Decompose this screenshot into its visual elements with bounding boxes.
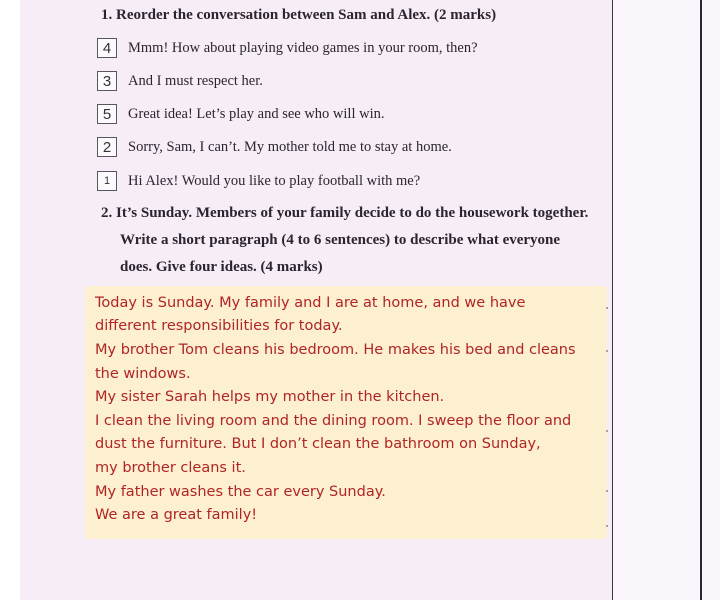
- answer-line: the windows.: [95, 366, 191, 382]
- right-margin-area: [612, 0, 720, 600]
- order-number-box[interactable]: 3: [97, 71, 117, 91]
- question-1-title: 1. Reorder the conversation between Sam and Alex. (2 marks): [101, 7, 497, 23]
- answer-line: Today is Sunday. My family and I are at home, and we have: [95, 295, 526, 311]
- page-left-edge: [0, 0, 20, 600]
- answer-line: My sister Sarah helps my mother in the kitchen.: [95, 389, 445, 405]
- order-number-box[interactable]: 2: [97, 137, 117, 157]
- order-number-box[interactable]: 5: [97, 104, 117, 124]
- conversation-line: Great idea! Let’s play and see who will win.: [128, 105, 385, 122]
- answer-line: We are a great family!: [95, 507, 258, 523]
- answer-line: my brother cleans it.: [95, 460, 246, 476]
- conversation-line: Hi Alex! Would you like to play football with me?: [128, 172, 421, 189]
- order-number-box[interactable]: 4: [97, 38, 117, 58]
- order-number-box[interactable]: 1: [97, 171, 117, 191]
- conversation-line: And I must respect her.: [128, 72, 263, 89]
- answer-line: My brother Tom cleans his bedroom. He makes his bed and cleans: [95, 342, 576, 358]
- answer-line: My father washes the car every Sunday.: [95, 484, 386, 500]
- margin-rule-outer: [700, 0, 702, 600]
- conversation-line: Mmm! How about playing video games in your room, then?: [128, 39, 478, 56]
- margin-dot: [606, 307, 608, 309]
- conversation-item: [97, 170, 420, 192]
- conversation-item: [97, 103, 385, 125]
- question-2-prompt-line: does. Give four ideas. (4 marks): [120, 259, 323, 275]
- answer-area[interactable]: [85, 286, 607, 539]
- conversation-line: Sorry, Sam, I can’t. My mother told me to stay at home.: [128, 138, 452, 155]
- margin-dot: [606, 490, 608, 492]
- question-2-prompt-line: Write a short paragraph (4 to 6 sentences) to describe what everyone: [120, 232, 561, 248]
- conversation-item: [97, 37, 478, 59]
- margin-dot: [606, 430, 608, 432]
- conversation-item: [97, 70, 263, 92]
- margin-dot: [606, 350, 608, 352]
- margin-dot: [606, 525, 608, 527]
- answer-line: different responsibilities for today.: [95, 318, 343, 334]
- question-2-prompt-line: 2. It’s Sunday. Members of your family decide to do the housework together.: [101, 205, 589, 221]
- conversation-item: [97, 136, 452, 158]
- answer-line: dust the furniture. But I don’t clean the bathroom on Sunday,: [95, 436, 541, 452]
- margin-rule: [612, 0, 613, 600]
- answer-line: I clean the living room and the dining room. I sweep the floor and: [95, 413, 572, 429]
